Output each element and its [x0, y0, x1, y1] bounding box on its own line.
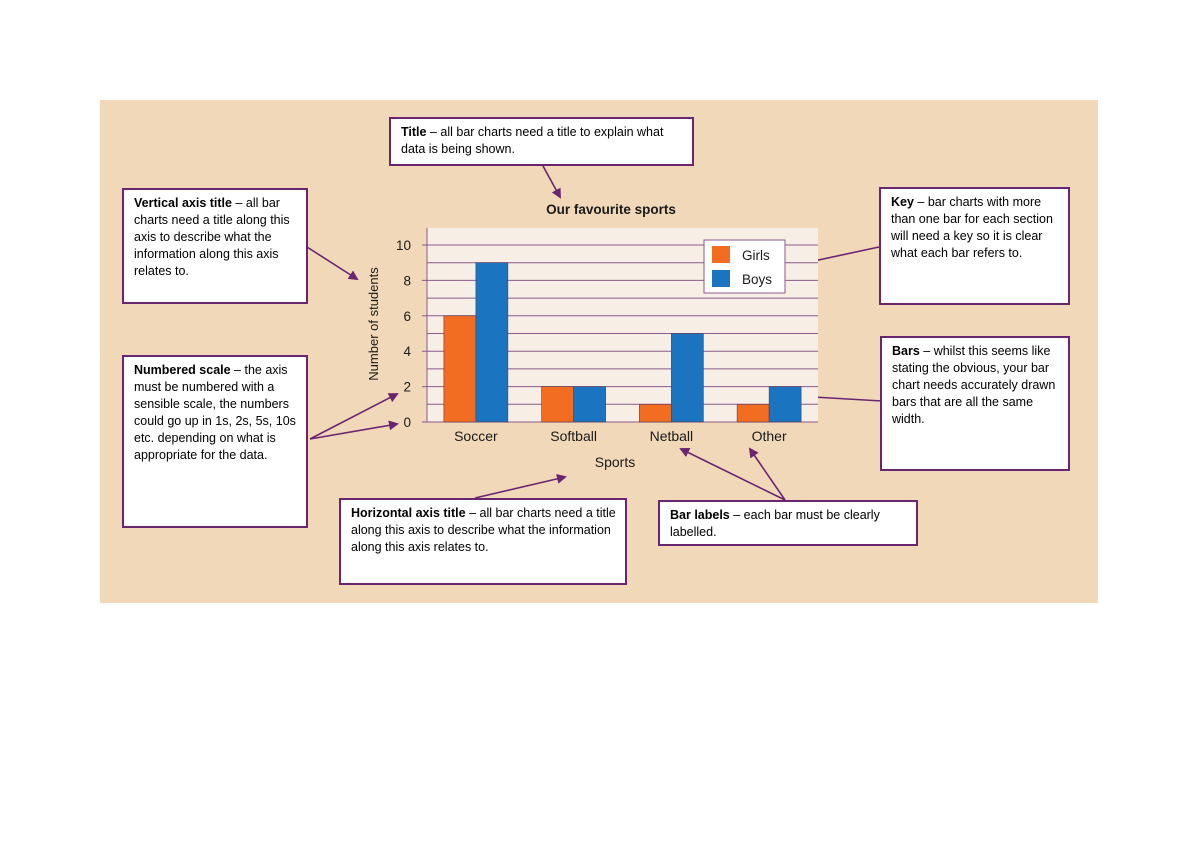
x-tick-label: Other	[751, 428, 787, 444]
callout-key-text: – bar charts with more than one bar for each section will need a key so it is clear what each bar refers to.	[891, 195, 1053, 260]
callout-bars	[880, 336, 1070, 471]
x-tick-labels	[454, 428, 787, 444]
vertical-axis-arrow	[307, 247, 357, 279]
title-arrow	[543, 166, 560, 197]
bar-girls-soccer	[444, 316, 476, 422]
bar-boys-netball	[671, 334, 703, 423]
y-tick-label: 0	[403, 415, 411, 430]
x-tick-label: Soccer	[454, 428, 498, 444]
legend	[704, 240, 785, 293]
callout-horizontal-axis	[339, 498, 627, 585]
legend-label-boys: Boys	[742, 272, 773, 287]
callout-horizontal-axis-heading: Horizontal axis title	[351, 506, 466, 520]
y-tick-label: 2	[403, 379, 411, 395]
callout-key	[879, 187, 1070, 305]
callout-bars-text: – whilst this seems like stating the obvious, your bar chart needs accurately drawn bars that are all the same width.	[892, 344, 1056, 426]
bar-boys-other	[769, 387, 801, 422]
callout-bar-labels-text: – each bar must be clearly labelled.	[670, 508, 880, 539]
callout-title-heading: Title	[401, 125, 427, 139]
chart-title: Our favourite sports	[546, 202, 676, 217]
callout-vertical-axis	[122, 188, 308, 304]
legend-label-girls: Girls	[742, 248, 770, 263]
y-tick-label: 4	[403, 344, 411, 360]
y-axis-title: Number of students	[366, 267, 381, 381]
bar-girls-netball	[639, 404, 671, 422]
y-tick-labels	[396, 238, 412, 430]
callout-bar-labels-heading: Bar labels	[670, 508, 730, 522]
legend-swatch-boys	[712, 270, 730, 287]
callout-horizontal-axis-text: – all bar charts need a title along this axis to describe what the information along this axis relates to.	[351, 506, 616, 554]
bar-boys-softball	[574, 387, 606, 422]
x-tick-label: Softball	[550, 428, 597, 444]
callout-title-text: – all bar charts need a title to explain what data is being shown.	[401, 125, 664, 156]
x-axis-title: Sports	[594, 454, 636, 470]
legend-swatch-girls	[712, 246, 730, 263]
horizontal-axis-arrow	[475, 477, 565, 498]
callout-key-heading: Key	[891, 195, 914, 209]
y-tick-label: 6	[403, 308, 411, 324]
bar-girls-softball	[542, 387, 574, 422]
bar-boys-soccer	[476, 263, 508, 422]
callout-vertical-axis-heading: Vertical axis title	[134, 196, 232, 210]
bar-labels-arrow-netball	[681, 449, 785, 500]
callout-numbered-scale-heading: Numbered scale	[134, 363, 231, 377]
callout-numbered-scale	[122, 355, 308, 528]
callout-title	[389, 117, 694, 166]
callout-numbered-scale-text: – the axis must be numbered with a sensible scale, the numbers could go up in 1s, 2s, 5s, 10s etc. depending on what is appropriate for the data.	[134, 363, 296, 462]
y-tick-label: 10	[395, 238, 411, 253]
callout-bar-labels	[658, 500, 918, 546]
bar-girls-other	[737, 404, 769, 422]
callout-bars-heading: Bars	[892, 344, 920, 358]
callout-vertical-axis-text: – all bar charts need a title along this axis to describe what the information along this axis relates to.	[134, 196, 290, 278]
y-tick-label: 8	[403, 273, 411, 289]
bar-labels-arrow-other	[750, 449, 785, 500]
x-tick-label: Netball	[649, 428, 694, 444]
